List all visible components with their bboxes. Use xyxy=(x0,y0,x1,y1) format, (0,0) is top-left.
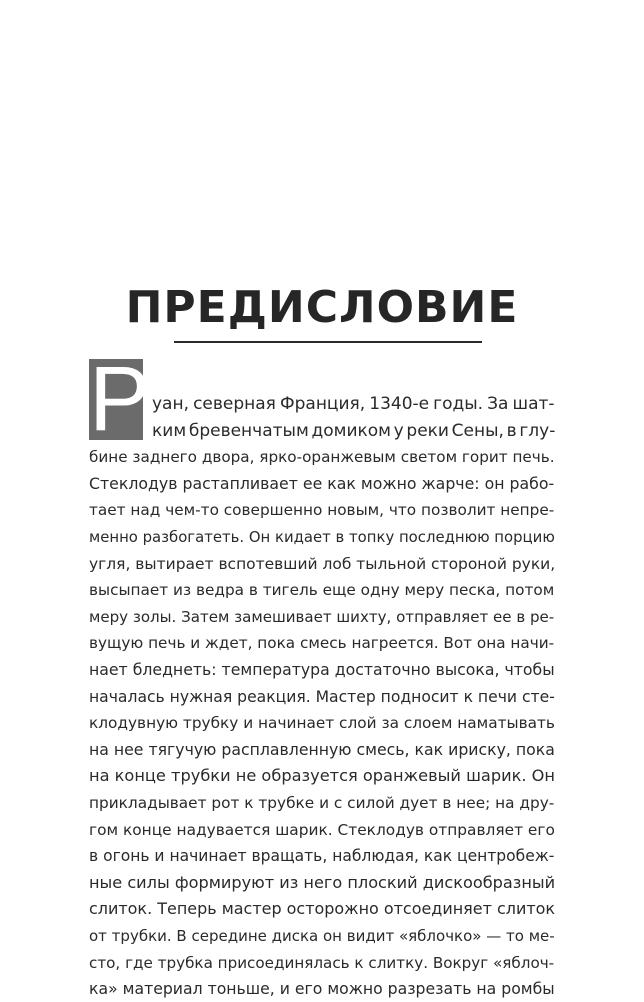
chapter-title: ПРЕДИСЛОВИЕ xyxy=(125,282,519,333)
text-line: ка» материал тоньше, и его можно разрезать на ромбы xyxy=(89,979,555,999)
text-line: нает бледнеть: температура достаточно высока, чтобы xyxy=(89,660,555,679)
text-line: ные силы формируют из него плоский дискообразный xyxy=(89,872,555,892)
text-line: на конце трубки не образуется оранжевый шарик. Он xyxy=(89,766,555,786)
text-line: на нее тягучую расплавленную смесь, как ириску, пока xyxy=(89,739,555,759)
text-line: началась нужная реакция. Мастер подносит к печи сте- xyxy=(89,687,555,706)
text-line: менно разбогатеть. Он кидает в топку последнюю порцию xyxy=(89,528,555,546)
text-line: тает над чем-то совершенно новым, что позволит непре- xyxy=(89,501,555,520)
text-line: в огонь и начинает вращать, наблюдая, как центробеж- xyxy=(89,847,555,866)
text-line: бине заднего двора, ярко-оранжевым светом горит печь. xyxy=(89,448,555,467)
text-line: слиток. Теперь мастер осторожно отсоединяет слиток xyxy=(89,899,555,919)
text-line: прикладывает рот к трубке и с силой дует в нее; на дру- xyxy=(89,794,555,812)
text-line: клодувную трубку и начинает слой за слоем наматывать xyxy=(89,714,555,733)
text-line: угля, вытирает вспотевший лоб тыльной стороной руки, xyxy=(89,554,555,573)
text-line: Стеклодув растапливает ее как можно жарче: он рабо- xyxy=(89,473,555,493)
text-line: гом конце надувается шарик. Стеклодув отправляет его xyxy=(89,820,555,839)
text-line: меру золы. Затем замешивает шихту, отправляет ее в ре- xyxy=(89,607,555,626)
drop-cap: Р xyxy=(89,348,151,450)
text-line: высыпает из ведра в тигель еще одну меру песка, потом xyxy=(89,581,555,600)
text-line: уан, северная Франция, 1340-е годы. За шат- xyxy=(152,394,555,414)
text-line: сто, где трубка присоединялась к слитку. Вокруг «яблоч- xyxy=(89,953,555,972)
text-line: вущую печь и ждет, пока смесь нагреется. Вот она начи- xyxy=(89,634,555,653)
text-line: от трубки. В середине диска он видит «яблочко» — то ме- xyxy=(89,927,555,945)
title-underline xyxy=(174,341,482,343)
text-line: ким бревенчатым домиком у реки Сены, в глу- xyxy=(152,420,555,441)
